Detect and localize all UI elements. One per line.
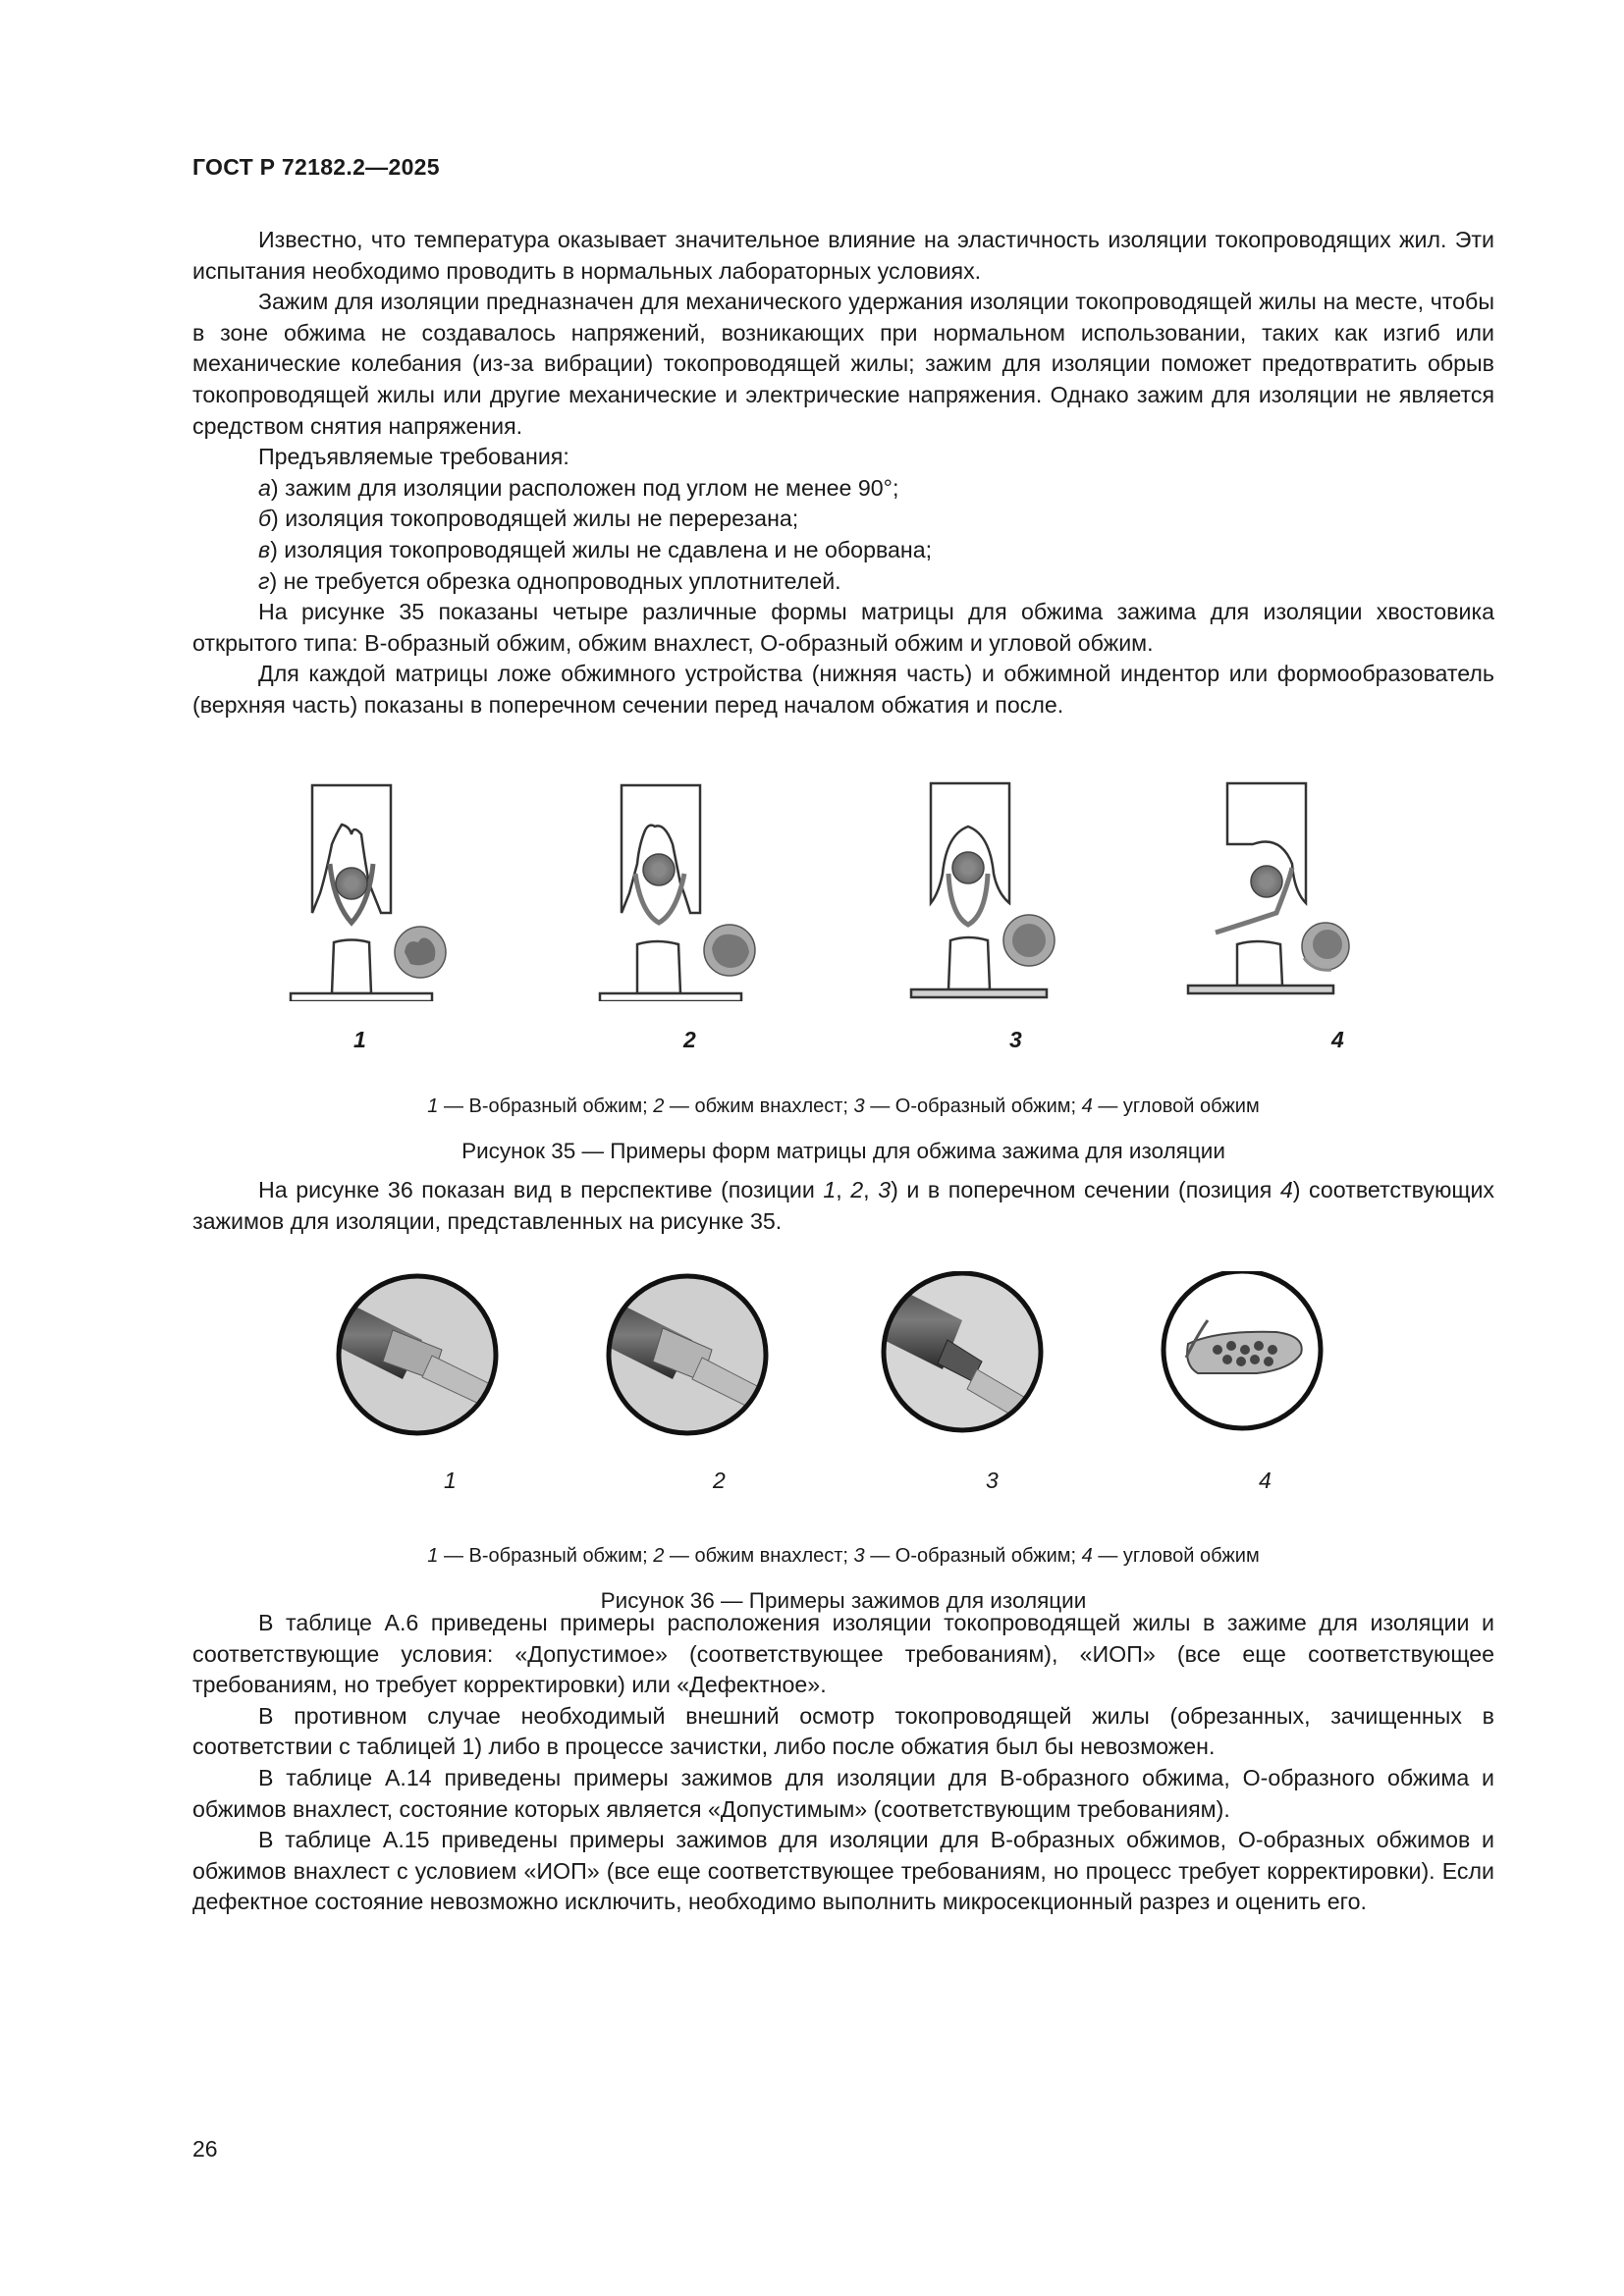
figure-35: [275, 766, 1394, 1060]
page-number: 26: [192, 2136, 218, 2162]
paragraph: В противном случае необходимый внешний осмотр токопроводящей жилы (обрезанных, зачищенных в соответствии с таблицей 1) либо в процессе зачистки, либо после обжатия был бы невозможен.: [192, 1702, 1494, 1760]
outro-text: [192, 1608, 1494, 1918]
figure-36-caption: Рисунок 36 — Примеры зажимов для изоляции: [600, 1588, 1087, 1613]
figure-36-label-2: 2: [713, 1468, 726, 1493]
die-overlap: [600, 785, 755, 1001]
figure-35-label-2: 2: [683, 1027, 696, 1052]
paragraph: В таблице А.14 приведены примеры зажимов для изоляции для В-образного обжима, О-образного обжима и обжимов внахлест, состояние которых является «Допустимым» (соответствующим требованиям).: [192, 1764, 1494, 1822]
paragraph: Известно, что температура оказывает значительное влияние на эластичность изоляции токопроводящих жил. Эти испытания необходимо проводить в нормальных лабораторных условиях.: [192, 227, 1494, 284]
figure-35-legend: 1 — В-образный обжим; 2 — обжим внахлест; 3 — О-образный обжим; 4 — угловой обжим: [427, 1095, 1260, 1117]
crimp-photo-3: [844, 1271, 1060, 1448]
paragraph: В таблице А.6 приведены примеры расположения изоляции токопроводящей жилы в зажиме для изоляции и соответствующие условия: «Допустимое» (соответствующее требованиям), «ИОП» (все еще соответствующее требованиям, но требует корректировки) или «Дефектное».: [192, 1610, 1494, 1698]
document-header: ГОСТ Р 72182.2—2025: [192, 154, 440, 180]
crimp-photo-2: [574, 1271, 785, 1448]
figure-36-intro: [192, 1175, 1494, 1237]
figure-36-label-4: 4: [1259, 1468, 1272, 1493]
requirement-item: в) изоляция токопроводящей жилы не сдавлена и не оборвана;: [258, 536, 933, 562]
die-angular: [1188, 783, 1349, 993]
requirements-title: Предъявляемые требования:: [258, 444, 569, 470]
figure-36-legend: 1 — В-образный обжим; 2 — обжим внахлест; 3 — О-образный обжим; 4 — угловой обжим: [427, 1545, 1260, 1567]
figure-35-label-1: 1: [353, 1027, 366, 1052]
figure-35-label-3: 3: [1009, 1027, 1022, 1052]
figure-36-label-3: 3: [986, 1468, 999, 1493]
die-o-crimp: [911, 783, 1055, 997]
requirement-item: г) не требуется обрезка однопроводных уплотнителей.: [258, 567, 841, 594]
paragraph: Для каждой матрицы ложе обжимного устройства (нижняя часть) и обжимной индентор или формообразователь (верхняя часть) показаны в поперечном сечении перед началом обжатия и после.: [192, 661, 1494, 718]
requirement-item: а) зажим для изоляции расположен под углом не менее 90°;: [258, 474, 899, 501]
figure-35-label-4: 4: [1331, 1027, 1344, 1052]
paragraph: На рисунке 36 показан вид в перспективе (позиции 1, 2, 3) и в поперечном сечении (позиция 4) соответствующих зажимов для изоляции, представленных на рисунке 35.: [192, 1177, 1494, 1234]
paragraph: На рисунке 35 показаны четыре различные формы матрицы для обжима зажима для изоляции хвостовика открытого типа: В-образный обжим, обжим внахлест, О-образный обжим и угловой обжим.: [192, 599, 1494, 656]
crimp-photo-1: [334, 1271, 520, 1448]
crimp-photo-4: [1164, 1271, 1321, 1428]
paragraph: В таблице А.15 приведены примеры зажимов для изоляции для В-образных обжимов, О-образных обжимов и обжимов внахлест с условием «ИОП» (все еще соответствующее требованиям, но процесс требует корректировки). Если дефектное состояние невозможно исключить, необходимо выполнить микросекционный разрез и оценить его.: [192, 1827, 1494, 1915]
figure-35-drawing: [275, 766, 1394, 1001]
die-b-crimp: [291, 785, 446, 1001]
figure-36-drawing: [334, 1271, 1355, 1448]
figure-36: [334, 1271, 1355, 1497]
figure-35-caption: Рисунок 35 — Примеры форм матрицы для обжима зажима для изоляции: [461, 1139, 1225, 1163]
intro-text: [192, 225, 1494, 721]
requirement-item: б) изоляция токопроводящей жилы не перерезана;: [258, 506, 799, 532]
paragraph: Зажим для изоляции предназначен для механического удержания изоляции токопроводящей жилы на месте, чтобы в зоне обжима не создавалось напряжений, возникающих при нормальном использовании, таких как изгиб или механические колебания (из-за вибрации) токопроводящей жилы; зажим для изоляции поможет предотвратить обрыв токопроводящей жилы или другие механические и электрические напряжения. Однако зажим для изоляции не является средством снятия напряжения.: [192, 289, 1494, 439]
figure-36-label-1: 1: [444, 1468, 457, 1493]
